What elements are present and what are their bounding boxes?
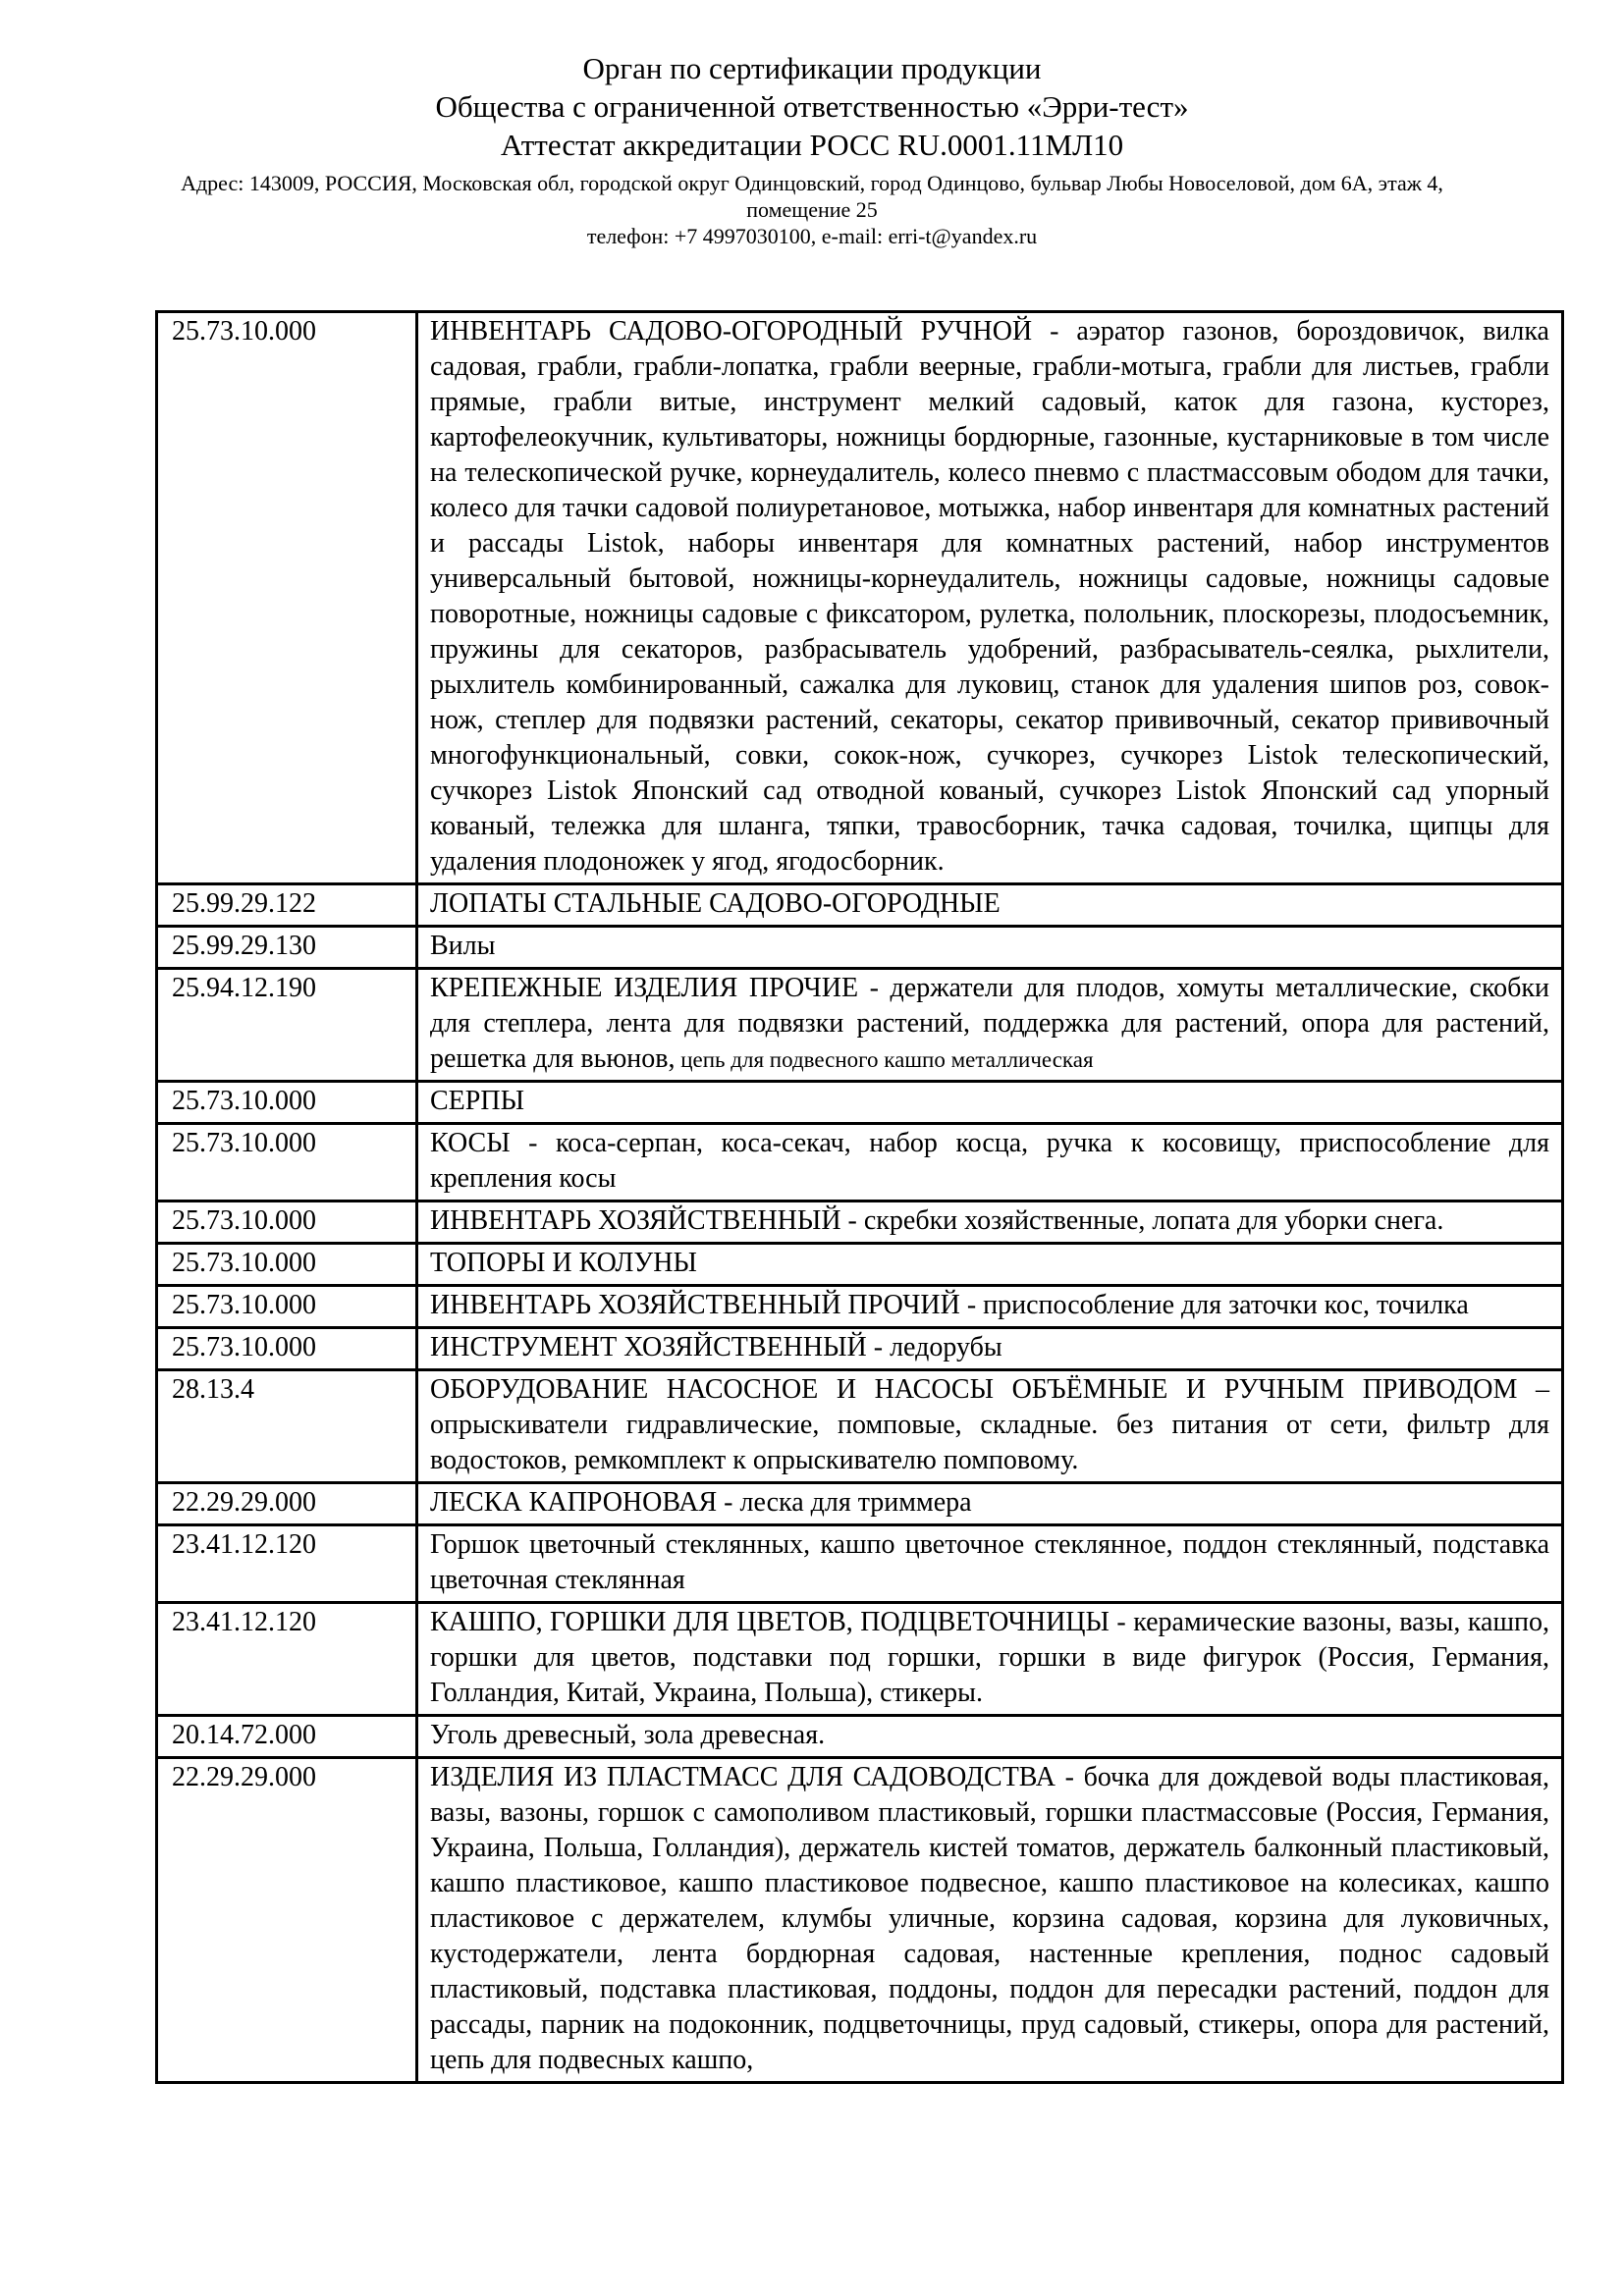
product-description-cell [417,1603,1563,1716]
product-description-cell [417,1525,1563,1603]
product-description-cell [417,1758,1563,2083]
table-row [157,1244,1563,1286]
product-description: ИНВЕНТАРЬ ХОЗЯЙСТВЕННЫЙ ПРОЧИЙ - приспособление для заточки кос, точилка [430,1290,1469,1320]
product-description: ЛОПАТЫ СТАЛЬНЫЕ САДОВО-ОГОРОДНЫЕ [430,888,1001,919]
product-description: ИНВЕНТАРЬ ХОЗЯЙСТВЕННЫЙ - скребки хозяйственные, лопата для уборки снега. [430,1205,1444,1236]
table-row [157,969,1563,1082]
product-description: ОБОРУДОВАНИЕ НАСОСНОЕ И НАСОСЫ ОБЪЁМНЫЕ И РУЧНЫМ ПРИВОДОМ – опрыскиватели гидравлические, помповые, складные. без питания от сети, фильтр для водостоков, ремкомплект к опрыскивателю помповому. [430,1374,1549,1475]
table-row [157,1603,1563,1716]
product-code: 23.41.12.120 [157,1603,417,1716]
product-description: Вилы [430,931,496,961]
table-row [157,1525,1563,1603]
product-description: КАШПО, ГОРШКИ ДЛЯ ЦВЕТОВ, ПОДЦВЕТОЧНИЦЫ - керамические вазоны, вазы, кашпо, горшки для цветов, подставки под горшки, горшки в виде фигурок (Россия, Германия, Голландия, Китай, Украина, Польша), стикеры. [430,1607,1549,1708]
product-description: ИЗДЕЛИЯ ИЗ ПЛАСТМАСС ДЛЯ САДОВОДСТВА - бочка для дождевой воды пластиковая, вазы, вазоны, горшок с самополивом пластиковый, горшки пластмассовые (Россия, Германия, Украина, Польша, Голландия), держатель кистей томатов, держатель балконный пластиковый, кашпо пластиковое, кашпо пластиковое подвесное, кашпо пластиковое на колесиках, кашпо пластиковое с держателем, клумбы уличные, корзина садовая, корзина для луковичных, кустодержатели, лента бордюрная садовая, настенные крепления, поднос садовый пластиковый, подставка пластиковая, поддоны, поддон для пересадки растений, поддон для рассады, парник на подоконник, подцветочницы, пруд садовый, стикеры, опора для растений, цепь для подвесных кашпо, [430,1762,1549,2075]
product-code: 22.29.29.000 [157,1483,417,1525]
table-row [157,1758,1563,2083]
product-code: 25.73.10.000 [157,1244,417,1286]
product-description-cell [417,1328,1563,1370]
address-line-2: помещение 25 [746,197,878,222]
product-table-body [157,312,1563,2083]
product-description: ИНВЕНТАРЬ САДОВО-ОГОРОДНЫЙ РУЧНОЙ - аэратор газонов, бороздовичок, вилка садовая, грабли, грабли-лопатка, грабли веерные, грабли-мотыга, грабли для листьев, грабли прямые, грабли витые, инструмент мелкий садовый, каток для газона, кусторез, картофелеокучник, культиваторы, ножницы бордюрные, газонные, кустарниковые в том числе на телескопической ручке, корнеудалитель, колесо пневмо с пластмассовым ободом для тачки, колесо для тачки садовой полиуретановое, мотыжка, набор инвентаря для комнатных растений и рассады Listok, наборы инвентаря для комнатных растений, набор инструментов универсальный бытовой, ножницы-корнеудалитель, ножницы садовые, ножницы садовые поворотные, ножницы садовые с фиксатором, рулетка, полольник, плоскорезы, плодосъемник, пружины для секаторов, разбрасыватель удобрений, разбрасыватель-сеялка, рыхлители, рыхлитель комбинированный, сажалка для луковиц, станок для удаления шипов роз, совок-нож, степлер для подвязки растений, секаторы, секатор прививочный, секатор прививочный многофункциональный, совки, сокок-нож, сучкорез, сучкорез Listok телескопический, сучкорез Listok Японский сад отводной кованый, сучкорез Listok Японский сад упорный кованый, тележка для шланга, тяпки, травосборник, тачка садовая, точилка, щипцы для удаления плодоножек у ягод, ягодосборник. [430,316,1549,877]
table-row [157,927,1563,969]
product-code: 25.99.29.122 [157,884,417,927]
product-description: СЕРПЫ [430,1086,524,1116]
contact-line: телефон: +7 4997030100, e-mail: erri-t@yandex.ru [586,224,1038,248]
product-description-cell [417,927,1563,969]
product-certification-table [155,310,1564,2084]
product-description-cell [417,1286,1563,1328]
table-row [157,1201,1563,1244]
accreditation-certificate: Аттестат аккредитации РОСС RU.0001.11МЛ10 [500,128,1124,162]
product-code: 25.94.12.190 [157,969,417,1082]
product-code: 25.73.10.000 [157,312,417,884]
product-description: Горшок цветочный стеклянных, кашпо цветочное стеклянное, поддон стеклянный, подставка цветочная стеклянная [430,1529,1549,1595]
product-description: КРЕПЕЖНЫЕ ИЗДЕЛИЯ ПРОЧИЕ - держатели для плодов, хомуты металлические, скобки для степлера, лента для подвязки растений, поддержка для растений, опора для растений, решетка для вьюнов, [430,973,1549,1074]
product-description-cell [417,969,1563,1082]
product-code: 25.73.10.000 [157,1286,417,1328]
product-description-cell [417,1244,1563,1286]
table-row [157,884,1563,927]
product-code: 25.73.10.000 [157,1328,417,1370]
table-row [157,1124,1563,1201]
table-row [157,312,1563,884]
product-description-small: цепь для подвесного кашпо металлическая [675,1047,1094,1072]
table-row [157,1328,1563,1370]
table-row [157,1082,1563,1124]
table-row [157,1370,1563,1483]
address-line-1: Адрес: 143009, РОССИЯ, Московская обл, городской округ Одинцовский, город Одинцово, бульвар Любы Новоселовой, дом 6А, этаж 4, [181,171,1443,195]
product-code: 20.14.72.000 [157,1716,417,1758]
product-description: ЛЕСКА КАПРОНОВАЯ - леска для триммера [430,1487,972,1518]
product-code: 25.73.10.000 [157,1082,417,1124]
product-code: 25.73.10.000 [157,1124,417,1201]
product-code: 25.73.10.000 [157,1201,417,1244]
certification-body-title: Орган по сертификации продукции [582,51,1042,85]
product-description-cell [417,1201,1563,1244]
product-description-cell [417,1716,1563,1758]
product-code: 28.13.4 [157,1370,417,1483]
product-code: 22.29.29.000 [157,1758,417,2083]
table-row [157,1716,1563,1758]
product-description: Уголь древесный, зола древесная. [430,1720,826,1750]
product-description-cell [417,312,1563,884]
table-row [157,1286,1563,1328]
document-header [0,0,1624,249]
product-description-cell [417,1124,1563,1201]
organization-name: Общества с ограниченной ответственностью «Эрри-тест» [435,89,1189,124]
table-row [157,1483,1563,1525]
product-description-cell [417,1082,1563,1124]
product-code: 25.99.29.130 [157,927,417,969]
product-code: 23.41.12.120 [157,1525,417,1603]
product-description-cell [417,1370,1563,1483]
product-description-cell [417,1483,1563,1525]
product-description: ТОПОРЫ И КОЛУНЫ [430,1248,697,1278]
product-description: ИНСТРУМЕНТ ХОЗЯЙСТВЕННЫЙ - ледорубы [430,1332,1002,1362]
product-description: КОСЫ - коса-серпан, коса-секач, набор косца, ручка к косовищу, приспособление для крепления косы [430,1128,1549,1194]
product-description-cell [417,884,1563,927]
